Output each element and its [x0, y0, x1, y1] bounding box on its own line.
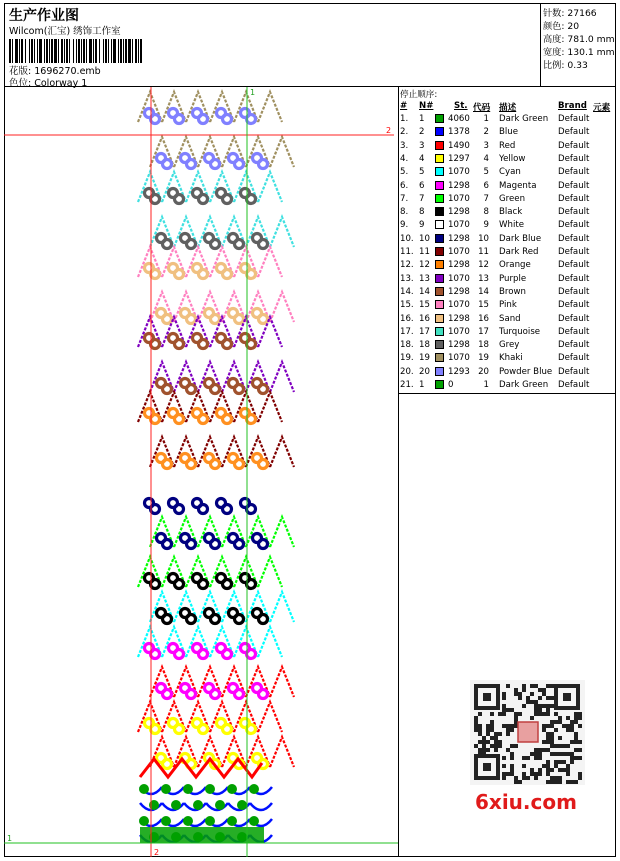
row-code: 15	[478, 300, 489, 311]
row-brand: Default	[558, 286, 590, 297]
row-index: 16.	[400, 313, 414, 324]
table-row	[399, 287, 616, 300]
row-description: Dark Red	[499, 247, 539, 257]
row-index: 10.	[400, 233, 414, 244]
row-description: Yellow	[499, 153, 526, 164]
row-code: 12	[478, 260, 489, 271]
color-swatch	[435, 353, 444, 362]
table-row	[399, 380, 616, 393]
color-swatch	[435, 194, 444, 203]
row-n: 7	[419, 193, 425, 204]
color-swatch	[435, 127, 444, 136]
row-brand: Default	[558, 193, 590, 204]
row-code: 14	[478, 286, 489, 297]
marker-bottom-green: 1	[7, 834, 13, 843]
row-code: 20	[478, 366, 489, 377]
row-description: Black	[499, 207, 523, 218]
row-description: Turquoise	[499, 326, 541, 337]
color-swatch	[435, 300, 444, 309]
row-index: 15.	[400, 300, 414, 311]
table-row	[399, 327, 616, 340]
stats-panel	[541, 3, 616, 87]
col-header-brand: Brand	[558, 101, 587, 111]
row-brand: Default	[558, 366, 590, 377]
color-swatch	[435, 314, 444, 323]
stitches-label: 针数:	[543, 8, 565, 19]
stop-sequence-label: 停止顺序:	[400, 90, 438, 100]
row-description: White	[499, 220, 524, 231]
row-index: 3.	[400, 140, 409, 151]
row-index: 17.	[400, 326, 414, 337]
row-index: 14.	[400, 286, 414, 297]
company-name: Wilcom(汇宝) 绣饰工作室	[9, 26, 121, 37]
table-row	[399, 300, 616, 313]
table-row	[399, 314, 616, 327]
table-row	[399, 181, 616, 194]
row-brand: Default	[558, 313, 590, 324]
table-row	[399, 127, 616, 140]
row-stitches: 1298	[448, 207, 470, 218]
scale-label: 比例:	[543, 60, 565, 71]
row-code: 16	[478, 313, 489, 324]
color-swatch	[435, 114, 444, 123]
color-swatch	[435, 274, 444, 283]
width-label: 宽度:	[543, 47, 565, 58]
row-n: 10	[419, 233, 430, 244]
row-n: 14	[419, 286, 430, 297]
table-row	[399, 141, 616, 154]
row-index: 11.	[400, 247, 414, 257]
row-stitches: 1490	[448, 140, 470, 151]
row-index: 18.	[400, 340, 414, 351]
col-header-stitches: St.	[454, 101, 468, 111]
row-code: 13	[478, 273, 489, 284]
col-header-element: 元素	[593, 103, 611, 113]
row-description: Pink	[499, 300, 517, 311]
row-brand: Default	[558, 233, 590, 244]
color-swatch	[435, 340, 444, 349]
row-brand: Default	[558, 380, 590, 390]
row-brand: Default	[558, 140, 590, 151]
color-swatch	[435, 220, 444, 229]
row-code: 18	[478, 340, 489, 351]
marker-top-red: 2	[386, 126, 392, 135]
color-swatch	[435, 141, 444, 150]
row-n: 13	[419, 273, 430, 284]
col-header-n: N#	[419, 101, 434, 111]
table-row	[399, 247, 616, 260]
design-label: 花版:	[9, 66, 32, 77]
scale-row	[543, 57, 588, 71]
row-stitches: 1070	[448, 353, 470, 364]
row-stitches: 1293	[448, 366, 470, 377]
col-header-description: 描述	[499, 103, 517, 113]
row-index: 5.	[400, 167, 409, 178]
row-index: 20.	[400, 366, 414, 377]
row-index: 8.	[400, 207, 409, 218]
table-row	[399, 260, 616, 273]
row-description: Powder Blue	[499, 366, 553, 377]
stitches-value: 27166	[567, 8, 597, 19]
barcode-icon	[9, 39, 143, 63]
row-code: 4	[483, 153, 489, 164]
table-row	[399, 207, 616, 220]
color-swatch	[435, 260, 444, 269]
table-row	[399, 234, 616, 247]
row-index: 7.	[400, 193, 409, 204]
row-description: Red	[499, 140, 516, 151]
colorway-value: Colorway 1	[34, 78, 88, 89]
row-index: 4.	[400, 153, 409, 164]
row-code: 2	[483, 127, 489, 138]
row-stitches: 1070	[448, 220, 470, 231]
stitches-row	[543, 5, 597, 19]
row-brand: Default	[558, 247, 590, 257]
row-n: 12	[419, 260, 430, 271]
scale-value: 0.33	[567, 60, 588, 71]
row-stitches: 1298	[448, 313, 470, 324]
design-value: 1696270.emb	[34, 66, 101, 77]
width-value: 130.1 mm	[567, 47, 615, 58]
table-row	[399, 367, 616, 380]
row-stitches: 1298	[448, 340, 470, 351]
color-swatch	[435, 367, 444, 376]
color-swatch	[435, 380, 444, 389]
row-code: 7	[483, 193, 489, 204]
table-row	[399, 353, 616, 366]
colors-row	[543, 18, 579, 32]
row-brand: Default	[558, 167, 590, 178]
embroidery-canvas	[4, 87, 399, 857]
row-n: 4	[419, 153, 425, 164]
row-stitches: 1070	[448, 326, 470, 337]
row-code: 10	[478, 233, 489, 244]
row-n: 11	[419, 247, 430, 257]
row-stitches: 1070	[448, 247, 470, 257]
row-n: 1	[419, 380, 425, 390]
row-stitches: 1070	[448, 273, 470, 284]
row-description: Sand	[499, 313, 521, 324]
row-description: Dark Blue	[499, 233, 542, 244]
row-index: 19.	[400, 353, 414, 364]
row-brand: Default	[558, 207, 590, 218]
row-index: 1.	[400, 114, 409, 124]
color-swatch	[435, 327, 444, 336]
row-stitches: 1297	[448, 153, 470, 164]
row-brand: Default	[558, 153, 590, 164]
row-index: 21.	[400, 380, 414, 390]
color-swatch	[435, 167, 444, 176]
row-brand: Default	[558, 180, 590, 191]
row-code: 3	[483, 140, 489, 151]
color-swatch	[435, 181, 444, 190]
row-n: 15	[419, 300, 430, 311]
row-description: Blue	[499, 127, 519, 138]
table-row	[399, 194, 616, 207]
colorway-label: 色位:	[9, 78, 32, 89]
qr-code	[470, 680, 585, 785]
row-index: 13.	[400, 273, 414, 284]
document-title: 生产作业图	[9, 8, 79, 24]
row-brand: Default	[558, 340, 590, 351]
color-swatch	[435, 234, 444, 243]
table-row	[399, 220, 616, 233]
row-brand: Default	[558, 300, 590, 311]
table-row	[399, 114, 616, 127]
row-description: Grey	[499, 340, 520, 351]
row-brand: Default	[558, 326, 590, 337]
row-stitches: 1298	[448, 180, 470, 191]
row-index: 6.	[400, 180, 409, 191]
row-index: 2.	[400, 127, 409, 138]
height-label: 高度:	[543, 34, 565, 45]
color-swatch	[435, 207, 444, 216]
row-n: 16	[419, 313, 430, 324]
row-brand: Default	[558, 114, 590, 124]
row-description: Brown	[499, 286, 526, 297]
colors-label: 颜色:	[543, 21, 565, 32]
row-stitches: 1298	[448, 260, 470, 271]
row-code: 5	[483, 167, 489, 178]
row-stitches: 1070	[448, 193, 470, 204]
row-code: 1	[483, 380, 489, 390]
row-description: Green	[499, 193, 526, 204]
row-n: 5	[419, 167, 425, 178]
row-n: 2	[419, 127, 425, 138]
row-code: 6	[483, 180, 489, 191]
row-code: 19	[478, 353, 489, 364]
row-description: Orange	[499, 260, 531, 271]
table-row	[399, 340, 616, 353]
color-swatch	[435, 287, 444, 296]
row-description: Purple	[499, 273, 527, 284]
height-value: 781.0 mm	[567, 34, 615, 45]
row-index: 9.	[400, 220, 409, 231]
table-row	[399, 274, 616, 287]
row-n: 3	[419, 140, 425, 151]
row-description: Khaki	[499, 353, 523, 364]
row-n: 17	[419, 326, 430, 337]
row-stitches: 0	[448, 380, 454, 390]
row-n: 20	[419, 366, 430, 377]
row-brand: Default	[558, 220, 590, 231]
embroidery-design	[4, 87, 399, 857]
row-description: Dark Green	[499, 380, 549, 390]
row-stitches: 1298	[448, 233, 470, 244]
row-brand: Default	[558, 260, 590, 271]
row-brand: Default	[558, 353, 590, 364]
qr-code-icon	[470, 680, 585, 785]
row-description: Cyan	[499, 167, 521, 178]
colors-value: 20	[567, 21, 580, 32]
row-n: 9	[419, 220, 425, 231]
height-row	[543, 31, 615, 45]
row-stitches: 1298	[448, 286, 470, 297]
row-stitches: 1070	[448, 300, 470, 311]
row-code: 17	[478, 326, 489, 337]
width-row	[543, 44, 615, 58]
row-code: 1	[483, 114, 489, 124]
marker-bottom-red: 2	[154, 848, 160, 857]
row-description: Magenta	[499, 180, 537, 191]
header-panel	[4, 3, 541, 87]
row-n: 19	[419, 353, 430, 364]
row-n: 8	[419, 207, 425, 218]
row-code: 8	[483, 207, 489, 218]
col-header-code: 代码	[473, 103, 491, 113]
col-header-index: #	[400, 101, 408, 111]
table-row	[399, 154, 616, 167]
table-row	[399, 167, 616, 180]
row-description: Dark Green	[499, 114, 549, 124]
row-stitches: 1070	[448, 167, 470, 178]
row-n: 18	[419, 340, 430, 351]
row-n: 1	[419, 114, 425, 124]
site-watermark: 6xiu.com	[475, 790, 577, 814]
color-stop-table	[399, 87, 616, 394]
row-index: 12.	[400, 260, 414, 271]
row-stitches: 1378	[448, 127, 470, 138]
row-code: 9	[483, 220, 489, 231]
row-n: 6	[419, 180, 425, 191]
color-swatch	[435, 154, 444, 163]
color-swatch	[435, 247, 444, 256]
row-stitches: 4060	[448, 114, 470, 124]
row-brand: Default	[558, 127, 590, 138]
row-code: 11	[478, 247, 489, 257]
marker-top-green: 1	[250, 88, 256, 97]
row-brand: Default	[558, 273, 590, 284]
